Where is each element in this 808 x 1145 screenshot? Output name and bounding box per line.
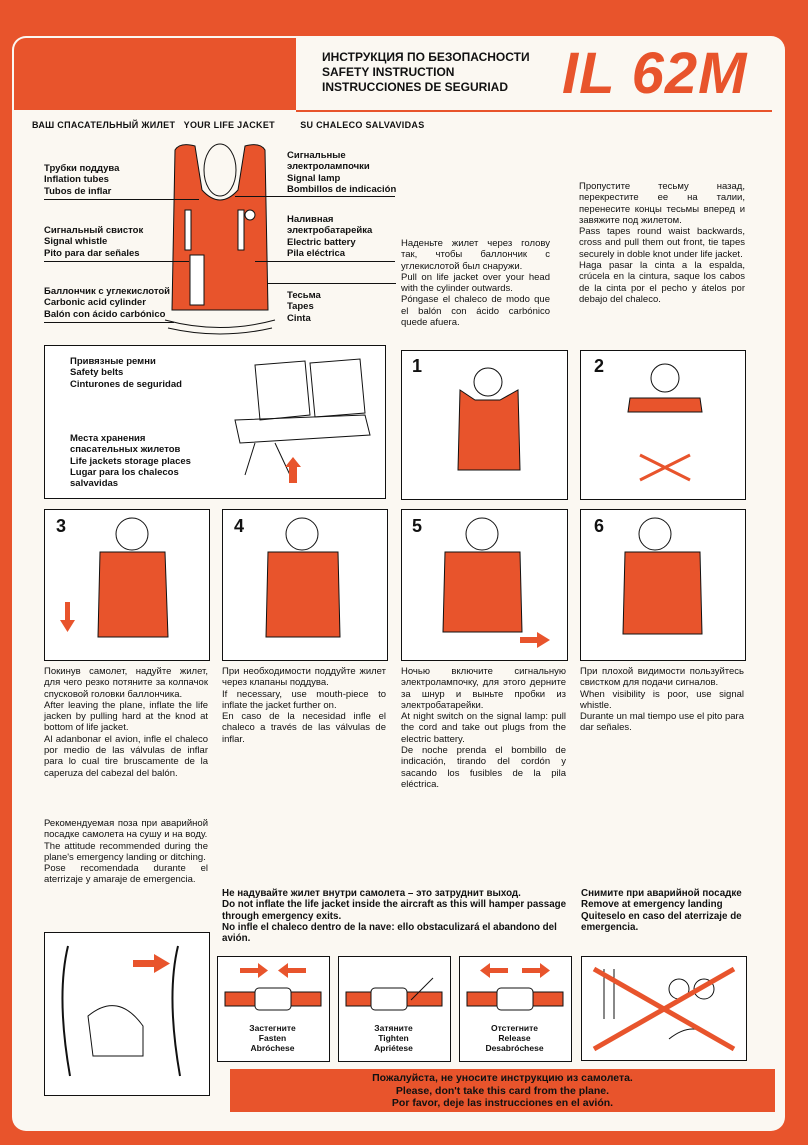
title-ru: ИНСТРУКЦИЯ ПО БЕЗОПАСНОСТИ: [322, 50, 530, 64]
section-heading: ВАШ СПАСАТЕЛЬНЫЙ ЖИЛЕТ YOUR LIFE JACKET SU CHALECO SALVAVIDAS: [32, 120, 425, 130]
put-on-instructions: Наденьте жилет через голову так, чтобы баллончик с углекислотой был снаружи. Pull on life jacket over your head with the cylinder outwards. Póngase el chaleco de modo que el balón con ácido carbónico quede afuera.: [401, 238, 550, 329]
label-tapes: Тесьма Tapes Cinta: [287, 290, 321, 324]
leader-line: [268, 283, 396, 284]
buckle-release-icon: [462, 960, 568, 1020]
leader-line: [255, 261, 395, 262]
step-number: 2: [594, 356, 605, 376]
warning-text: Не надувайте жилет внутри самолета – это затруднит выход. Do not inflate the life jacket inside the aircraft as this will hamper passage through emergency exits. No infle el chaleco dentro de la nave: ello obstaculizará el abandono del avión.: [222, 888, 567, 945]
label-cylinder: Баллончик с углекислотой Carbonic acid cylinder Balón con ácido carbónico: [44, 286, 170, 320]
seats-illustration: [215, 355, 375, 485]
step-3-illustration: [60, 512, 200, 657]
title-en: SAFETY INSTRUCTION: [322, 65, 455, 79]
leader-line: [44, 322, 174, 323]
label-signal-lamp: Сигнальные электролампочки Signal lamp Bombillos de indicación: [287, 150, 397, 195]
caption-tighten: Затяните Tighten Apriétese: [374, 1023, 413, 1053]
step-number: 3: [56, 516, 67, 536]
step-6-text: При плохой видимости пользуйтесь свистком для подачи сигналов. When visibility is poor, use signal whistle. Durante un mal tiempo use el pito para dar señales.: [580, 666, 744, 734]
buckle-fasten-icon: [220, 960, 326, 1020]
emergency-pose-text: Рекомендуемая поза при аварийной посадке самолета на сушу и на воду. The attitude recommended during the plane's emergency landing or ditching. Pose recomendada durante el aterrizaje y amaraje de emergencia.: [44, 818, 208, 886]
footer-banner: [230, 1069, 775, 1112]
step-1-illustration: [440, 360, 540, 495]
page-title: [322, 50, 530, 95]
step-5-illustration: [420, 512, 560, 657]
brace-position-illustration: [48, 936, 204, 1091]
prohibited-items-icon: [584, 959, 742, 1056]
life-jacket-diagram: [160, 140, 280, 340]
label-battery: Наливная электробатарейка Electric battery Pila eléctrica: [287, 214, 373, 259]
leader-line: [44, 199, 199, 200]
label-inflation-tubes: Трубки поддува Inflation tubes Tubos de inflar: [44, 163, 120, 197]
step-2-illustration: [610, 360, 720, 495]
tapes-instructions: Пропустите тесьму назад, перекрестите ее на талии, перенесите концы тесьмы вперед и завяжите под жилетом. Pass tapes round waist backwards, cross and pull them out front, tie tapes securely in doble knot under life jacket. Haga pasar la cinta a la espalda, crúcela en la cintura, saque los cabos de la cinta por el pecho y átelos por debajo del chaleco.: [579, 181, 745, 305]
step-number: 1: [412, 356, 423, 376]
header-rule: [296, 110, 772, 112]
step-3-text: Покинув самолет, надуйте жилет, для чего резко потяните за колпачок спусковой головки баллончика. After leaving the plane, inflate the life jacken by pulling hard at the knod at bottom of life jacket. Al adanbonar el avion, infle el chaleco por medio de las válvulas de inflar para lo cual tire bruscamente de la caperuza del cabezal del balón.: [44, 666, 208, 779]
footer-ru: Пожалуйста, не уносите инструкцию из самолета.: [372, 1072, 633, 1084]
remove-text: Снимите при аварийной посадке Remove at emergency landing Quiteselo en caso del aterrizaje de emergencia.: [581, 888, 742, 933]
footer-es: Por favor, deje las instrucciones en el avión.: [391, 1097, 614, 1109]
step-4-text: При необходимости поддуйте жилет через клапаны поддува. If necessary, use mouth-piece to inflate the jacket further on. En caso de la necesidad infle el chaleco a través de las válvulas de inflar.: [222, 666, 386, 745]
step-5-text: Ночью включите сигнальную электролампочку, для этого дерните за шнур и выньте пробки из электробатарейки. At night switch on the signal lamp: pull the cord and take out plugs from the electric battery. De noche prenda el bombillo de indicación, tirando del cordón y sacando los fusibles de la pila eléctrica.: [401, 666, 566, 790]
buckle-tighten-icon: [341, 960, 447, 1020]
footer-en: Please, don't take this card from the plane.: [395, 1084, 610, 1097]
caption-fasten: Застегните Fasten Abróchese: [249, 1023, 296, 1053]
leader-line: [235, 196, 395, 197]
step-number: 4: [234, 516, 245, 536]
caption-release: Отстегните Release Desabróchese: [485, 1023, 544, 1053]
leader-line: [44, 261, 189, 262]
step-number: 5: [412, 516, 423, 536]
label-signal-whistle: Сигнальный свисток Signal whistle Pito para dar señales: [44, 225, 144, 259]
step-number: 6: [594, 516, 605, 536]
label-storage-places: Места хранения спасательных жилетов Life jackets storage places Lugar para los chalecos salvavidas: [70, 433, 191, 490]
step-6-illustration: [600, 512, 740, 657]
aircraft-logo: IL 62M: [562, 41, 748, 106]
header-band: [14, 38, 296, 110]
step-4-illustration: [240, 512, 380, 657]
title-es: INSTRUCCIONES DE SEGURIAD: [322, 80, 509, 94]
label-safety-belts: Привязные ремни Safety belts Cinturones de seguridad: [70, 356, 182, 390]
